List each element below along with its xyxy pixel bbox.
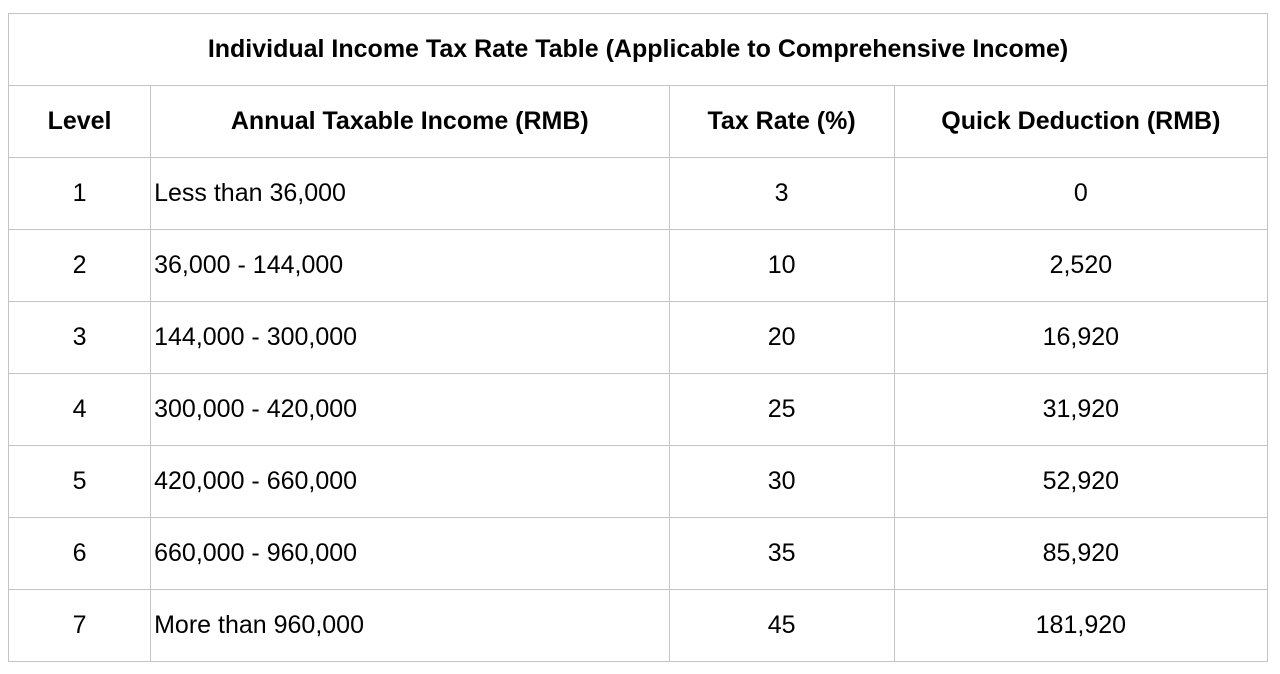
tax-rate-table xyxy=(8,13,1268,662)
cell-tax-rate: 3 xyxy=(669,158,894,230)
cell-quick-deduction: 52,920 xyxy=(894,446,1267,518)
cell-quick-deduction: 181,920 xyxy=(894,590,1267,662)
cell-level: 3 xyxy=(9,302,151,374)
table-row xyxy=(9,518,1268,590)
table-row xyxy=(9,302,1268,374)
cell-income-range: 144,000 - 300,000 xyxy=(151,302,669,374)
cell-level: 2 xyxy=(9,230,151,302)
cell-level: 7 xyxy=(9,590,151,662)
table-title: Individual Income Tax Rate Table (Applicable to Comprehensive Income) xyxy=(9,14,1268,86)
cell-tax-rate: 45 xyxy=(669,590,894,662)
header-level: Level xyxy=(9,86,151,158)
table-row xyxy=(9,374,1268,446)
cell-tax-rate: 20 xyxy=(669,302,894,374)
cell-tax-rate: 10 xyxy=(669,230,894,302)
cell-quick-deduction: 16,920 xyxy=(894,302,1267,374)
cell-income-range: 300,000 - 420,000 xyxy=(151,374,669,446)
cell-quick-deduction: 31,920 xyxy=(894,374,1267,446)
cell-income-range: Less than 36,000 xyxy=(151,158,669,230)
cell-quick-deduction: 2,520 xyxy=(894,230,1267,302)
cell-level: 1 xyxy=(9,158,151,230)
cell-level: 6 xyxy=(9,518,151,590)
table-title-row xyxy=(9,14,1268,86)
header-quick-deduction: Quick Deduction (RMB) xyxy=(894,86,1267,158)
header-annual-taxable-income: Annual Taxable Income (RMB) xyxy=(151,86,669,158)
cell-quick-deduction: 85,920 xyxy=(894,518,1267,590)
header-tax-rate: Tax Rate (%) xyxy=(669,86,894,158)
cell-income-range: More than 960,000 xyxy=(151,590,669,662)
cell-quick-deduction: 0 xyxy=(894,158,1267,230)
table-row xyxy=(9,230,1268,302)
table-row xyxy=(9,590,1268,662)
cell-tax-rate: 25 xyxy=(669,374,894,446)
cell-income-range: 660,000 - 960,000 xyxy=(151,518,669,590)
cell-level: 5 xyxy=(9,446,151,518)
table-row xyxy=(9,158,1268,230)
table-row xyxy=(9,446,1268,518)
cell-level: 4 xyxy=(9,374,151,446)
cell-income-range: 420,000 - 660,000 xyxy=(151,446,669,518)
cell-income-range: 36,000 - 144,000 xyxy=(151,230,669,302)
cell-tax-rate: 30 xyxy=(669,446,894,518)
table-header-row xyxy=(9,86,1268,158)
cell-tax-rate: 35 xyxy=(669,518,894,590)
